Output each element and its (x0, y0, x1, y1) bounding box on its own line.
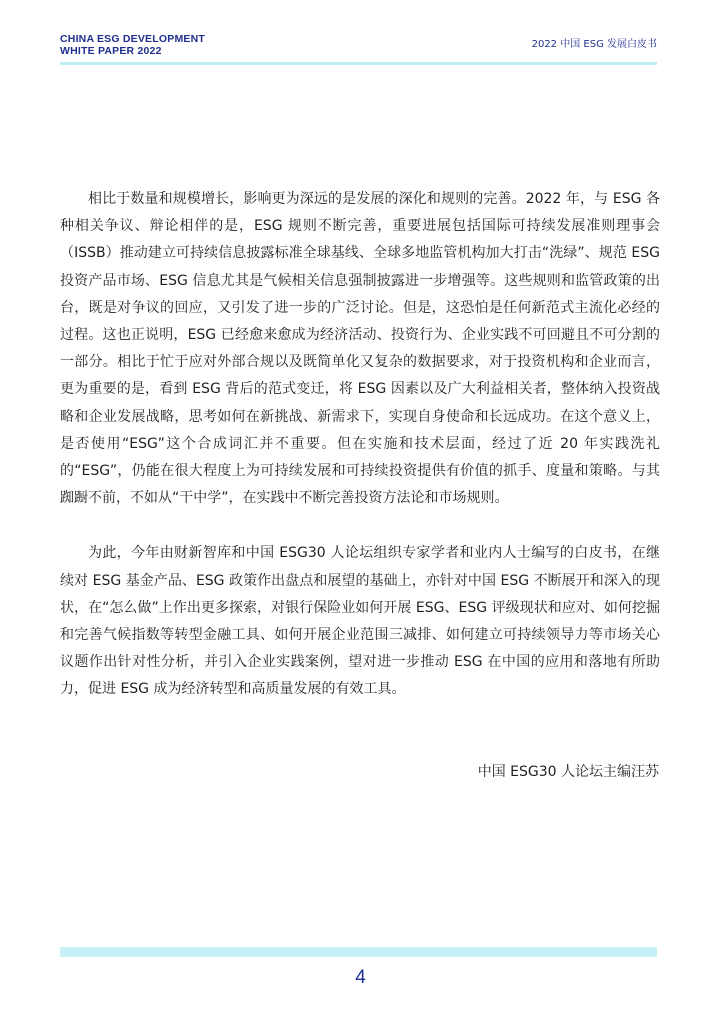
brand-title (60, 33, 205, 57)
page-number: 4 (355, 967, 366, 988)
footer-bar (60, 947, 657, 957)
brand-line-1: CHINA ESG DEVELOPMENT (60, 33, 205, 45)
paragraph-2: 为此，今年由财新智库和中国 ESG30 人论坛组织专家学者和业内人士编写的白皮书，在继续对 ESG 基金产品、ESG 政策作出盘点和展望的基础上，亦针对中国 ESG 不断展开和深入的现状，在“怎么做”上作出更多探索，对银行保险业如何开展 ESG、ESG 评级现状和应对、如何挖掘和完善气候指数等转型金融工具、如何开展企业范围三减排、如何建立可持续领导力等市场关心议题作出针对性分析，并引入企业实践案例，望对进一步推动 ESG 在中国的应用和落地有所助力，促进 ESG 成为经济转型和高质量发展的有效工具。 (60, 545, 660, 698)
author-signature: 中国 ESG30 人论坛主编汪苏 (477, 764, 659, 780)
paragraph-1: 相比于数量和规模增长，影响更为深远的是发展的深化和规则的完善。2022 年，与 ESG 各种相关争议、辩论相伴的是，ESG 规则不断完善，重要进展包括国际可持续发展准则理事会（ISSB）推动建立可持续信息披露标准全球基线、全球多地监管机构加大打击“洗绿”、规范 ESG 投资产品市场、ESG 信息尤其是气候相关信息强制披露进一步增强等。这些规则和监管政策的出台，既是对争议的回应，又引发了进一步的广泛讨论。但是，这恐怕是任何新范式主流化必经的过程。这也正说明，ESG 已经愈来愈成为经济活动、投资行为、企业实践不可回避且不可分割的一部分。相比于忙于应对外部合规以及既简单化又复杂的数据要求，对于投资机构和企业而言，更为重要的是，看到 ESG 背后的范式变迁，将 ESG 因素以及广大利益相关者，整体纳入投资战略和企业发展战略，思考如何在新挑战、新需求下，实现自身使命和长远成功。在这个意义上，是否使用“ESG”这个合成词汇并不重要。但在实施和技术层面，经过了近 20 年实践洗礼的“ESG”，仍能在很大程度上为可持续发展和可持续投资提供有价值的抓手、度量和策略。与其踟蹰不前，不如从“干中学”，在实践中不断完善投资方法论和市场规则。 (60, 191, 660, 507)
brand-line-2: WHITE PAPER 2022 (60, 45, 162, 57)
header-document-title: 2022 中国 ESG 发展白皮书 (531, 39, 657, 50)
main-content (60, 186, 660, 704)
header-divider (60, 62, 657, 65)
